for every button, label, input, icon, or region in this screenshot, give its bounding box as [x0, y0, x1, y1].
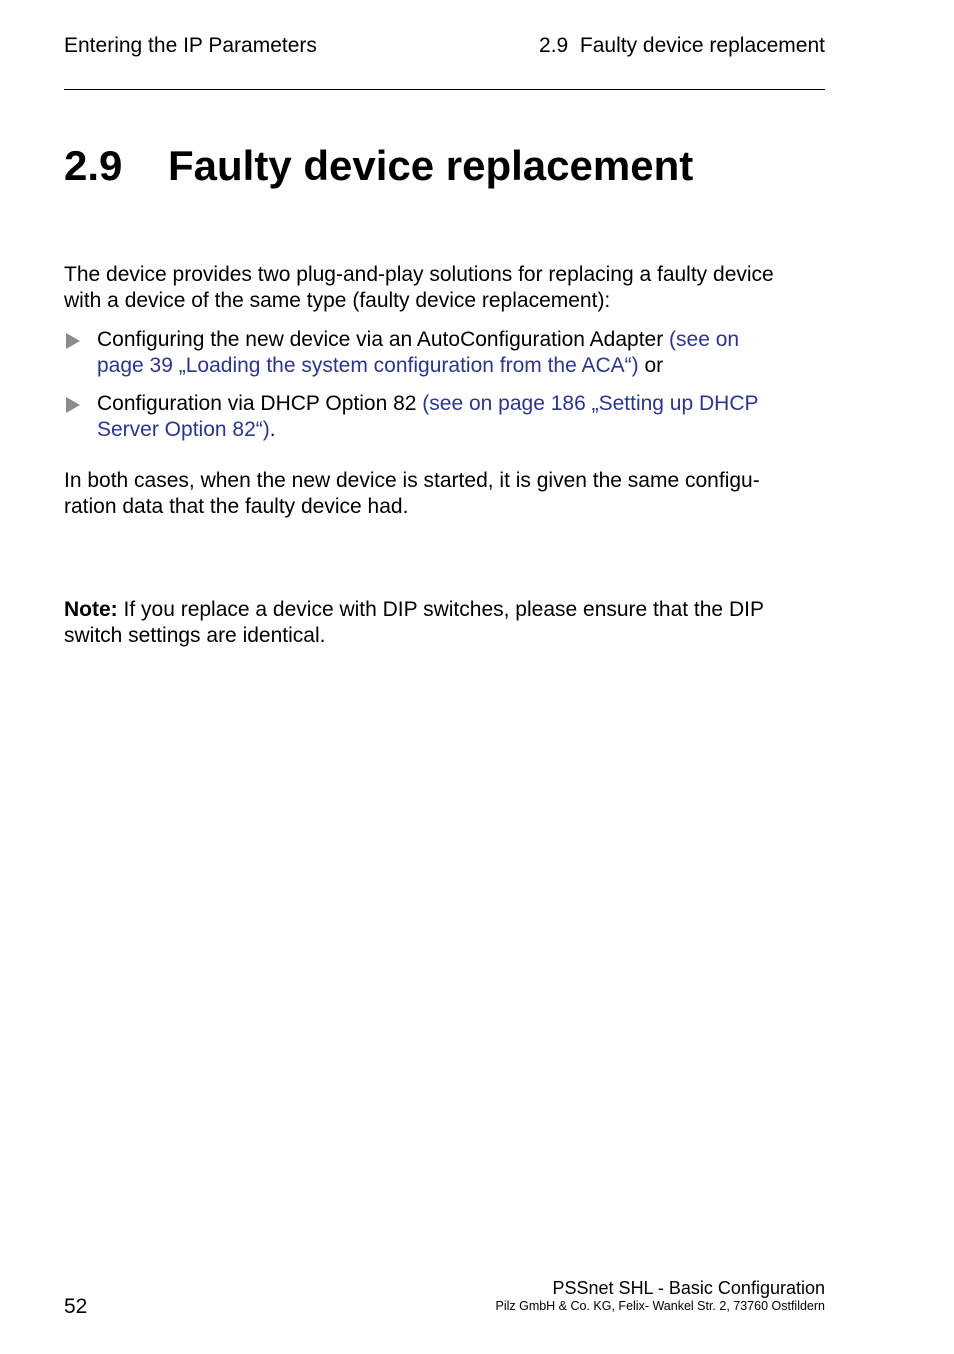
note-line-1	[64, 597, 834, 623]
link-text-part-1[interactable]: (see on	[669, 328, 740, 351]
bullet-item-aca	[64, 327, 834, 379]
bullet-item-dhcp	[64, 391, 834, 443]
bullet-text-plain: Configuring the new device via an AutoConfiguration Adapter	[97, 328, 670, 351]
running-header-section: 2.9 Faulty device replacement	[539, 34, 825, 57]
note-line-2: switch settings are identical.	[64, 624, 326, 647]
note-text: If you replace a device with DIP switches, please ensure that the DIP	[117, 598, 764, 621]
intro-line-2: with a device of the same type (faulty device replacement):	[64, 289, 611, 312]
both-cases-paragraph	[64, 468, 834, 520]
intro-paragraph	[64, 262, 834, 314]
bullet-text	[97, 327, 834, 379]
section-number: 2.9	[64, 142, 123, 189]
link-text-part-2[interactable]: Server Option 82“)	[97, 418, 270, 441]
link-text-part-2[interactable]: page 39 „Loading the system configuration from the ACA“)	[97, 354, 639, 377]
footer-document-title: PSSnet SHL - Basic Configuration	[552, 1278, 825, 1298]
triangle-bullet-icon	[66, 333, 80, 349]
intro-line-1: The device provides two plug-and-play solutions for replacing a faulty device	[64, 263, 774, 286]
footer-company-address: Pilz GmbH & Co. KG, Felix- Wankel Str. 2, 73760 Ostfildern	[495, 1299, 825, 1313]
link-text-part-1[interactable]: (see on page 186 „Setting up DHCP	[422, 392, 759, 415]
both-cases-line-2: ration data that the faulty device had.	[64, 495, 409, 518]
header-divider	[64, 89, 825, 90]
section-heading	[64, 140, 693, 192]
bullet-text	[97, 391, 834, 443]
page-number: 52	[64, 1295, 88, 1318]
both-cases-line-1: In both cases, when the new device is started, it is given the same configu-	[64, 469, 760, 492]
bullet-tail: or	[638, 354, 664, 377]
triangle-bullet-icon	[66, 397, 80, 413]
section-title: Faulty device replacement	[168, 142, 694, 189]
bullet-tail: .	[269, 418, 276, 441]
note-label: Note:	[64, 598, 118, 621]
bullet-text-plain: Configuration via DHCP Option 82	[97, 392, 423, 415]
note-paragraph	[64, 597, 834, 649]
running-header-chapter: Entering the IP Parameters	[64, 34, 317, 57]
